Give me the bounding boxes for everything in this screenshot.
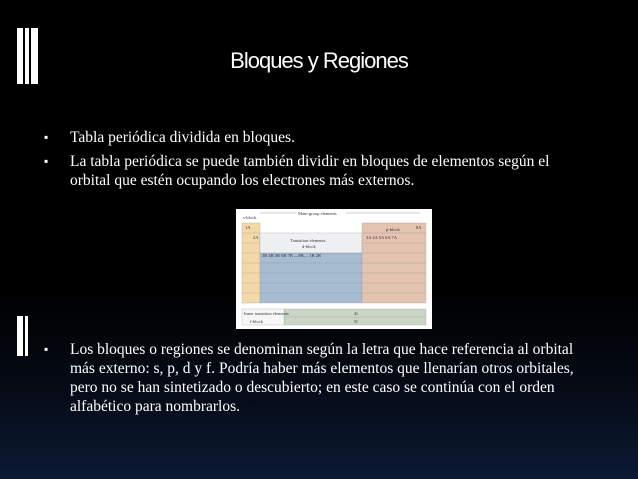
bullet-text: Tabla periódica dividida en bloques. [70,129,295,146]
d-block-region [260,253,362,303]
periodic-table-svg [236,209,432,329]
deco-bar-bottom-2 [25,316,28,356]
inner-transition-label: Inner transition elements [244,311,289,316]
p-groups-label: 3A 4A 5A 6A 7A [366,235,398,240]
bullet-marker: ▪ [44,342,49,356]
slide-title: Bloques y Regiones [230,48,408,73]
periodic-table-figure [236,209,432,329]
f4-label: 4f [354,311,358,316]
f5-label: 5f [354,319,358,324]
d-groups-label: 3B 4B 5B 6B 7B —8B— 1B 2B [262,253,321,258]
s-block-label: s-block [243,215,257,220]
transition-label: Transition elements [290,238,326,243]
bullet-text: Los bloques o regiones se denominan según la letra que hace referencia al orbital más externo: s, p, d y f. Podría haber más elementos que llenarían otros orbitales, pero no se han sintetizado o descubierto; en este caso se continúa con el orden alfabético para nombrarlos. [70,341,574,415]
deco-bar-bottom-1 [17,316,23,356]
f-block-label: f-block [250,319,263,324]
d-block-header [260,233,362,253]
main-group-label: Main-group elements [298,211,337,216]
bullet-text: La tabla periódica se puede también dividir en bloques de elementos según el orbital que estén ocupando los electrones más externos. [70,153,550,189]
group-2a-label: 2A [253,235,259,240]
group-8a-label: 8A [416,225,422,230]
d-block-label: d-block [302,244,316,249]
p-block-label: p-block [386,227,400,232]
bullet-marker: ▪ [44,154,49,168]
group-1a-label: 1A [245,225,251,230]
bullet-marker: ▪ [44,130,49,144]
